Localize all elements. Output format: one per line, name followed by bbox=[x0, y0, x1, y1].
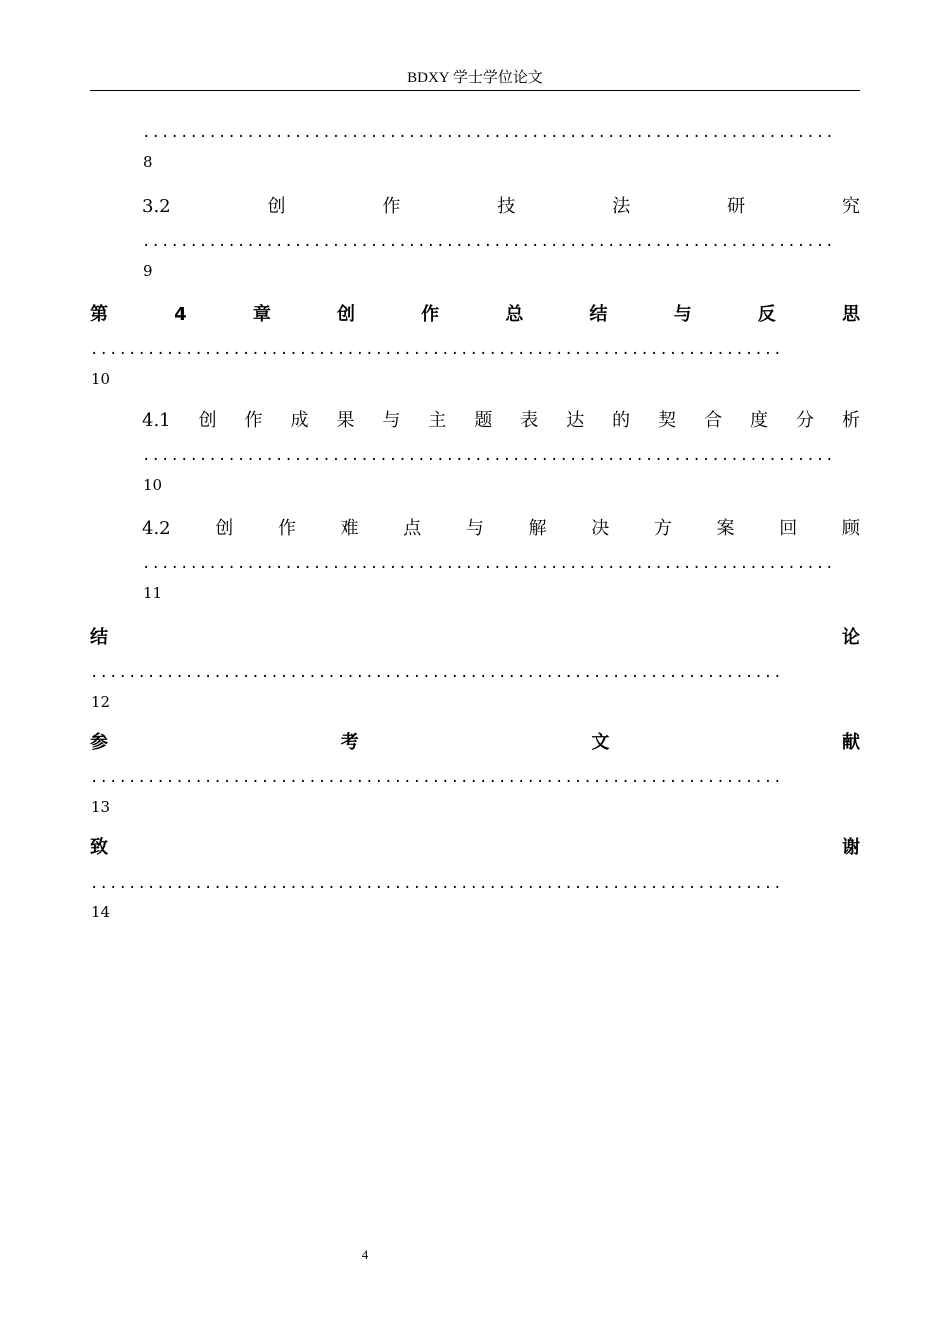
toc-page-number[interactable]: 13 bbox=[91, 798, 111, 816]
toc-dot-leader: ......................................................................... bbox=[90, 876, 783, 892]
toc-dot-leader: ......................................................................... bbox=[90, 665, 783, 681]
toc-page-number[interactable]: 9 bbox=[143, 262, 153, 280]
toc-page-number[interactable]: 14 bbox=[91, 903, 111, 921]
page-header-title: BDXY 学士学位论文 bbox=[407, 70, 543, 86]
toc-entry-title[interactable]: 4.2 创 作 难 点 与 解 决 方 案 回 顾 bbox=[142, 518, 860, 539]
toc-entry-title[interactable]: 4.1 创 作 成 果 与 主 题 表 达 的 契 合 度 分 析 bbox=[142, 410, 860, 431]
toc-dot-leader: ......................................................................... bbox=[90, 342, 783, 358]
footer-page-number: 4 bbox=[361, 1247, 369, 1262]
toc-chapter-title[interactable]: 结 论 bbox=[90, 627, 860, 648]
toc-page-number[interactable]: 12 bbox=[91, 693, 111, 711]
toc-entry-title[interactable]: 3.2 创 作 技 法 研 究 bbox=[142, 196, 860, 217]
toc-chapter-title[interactable]: 参 考 文 献 bbox=[90, 732, 860, 753]
toc-dot-leader: ......................................................................... bbox=[142, 556, 835, 572]
toc-dot-leader: ......................................................................... bbox=[90, 770, 783, 786]
toc-dot-leader: ......................................................................... bbox=[142, 234, 835, 250]
toc-page-number[interactable]: 8 bbox=[143, 153, 153, 171]
toc-chapter-title[interactable]: 致 谢 bbox=[90, 837, 860, 858]
toc-page-number[interactable]: 10 bbox=[91, 370, 111, 388]
toc-chapter-title[interactable]: 第 4 章 创 作 总 结 与 反 思 bbox=[90, 304, 860, 325]
toc-dot-leader: ......................................................................... bbox=[142, 448, 835, 464]
toc-page-number[interactable]: 10 bbox=[143, 476, 163, 494]
toc-page-number[interactable]: 11 bbox=[143, 584, 163, 602]
toc-dot-leader: ......................................................................... bbox=[142, 125, 835, 141]
